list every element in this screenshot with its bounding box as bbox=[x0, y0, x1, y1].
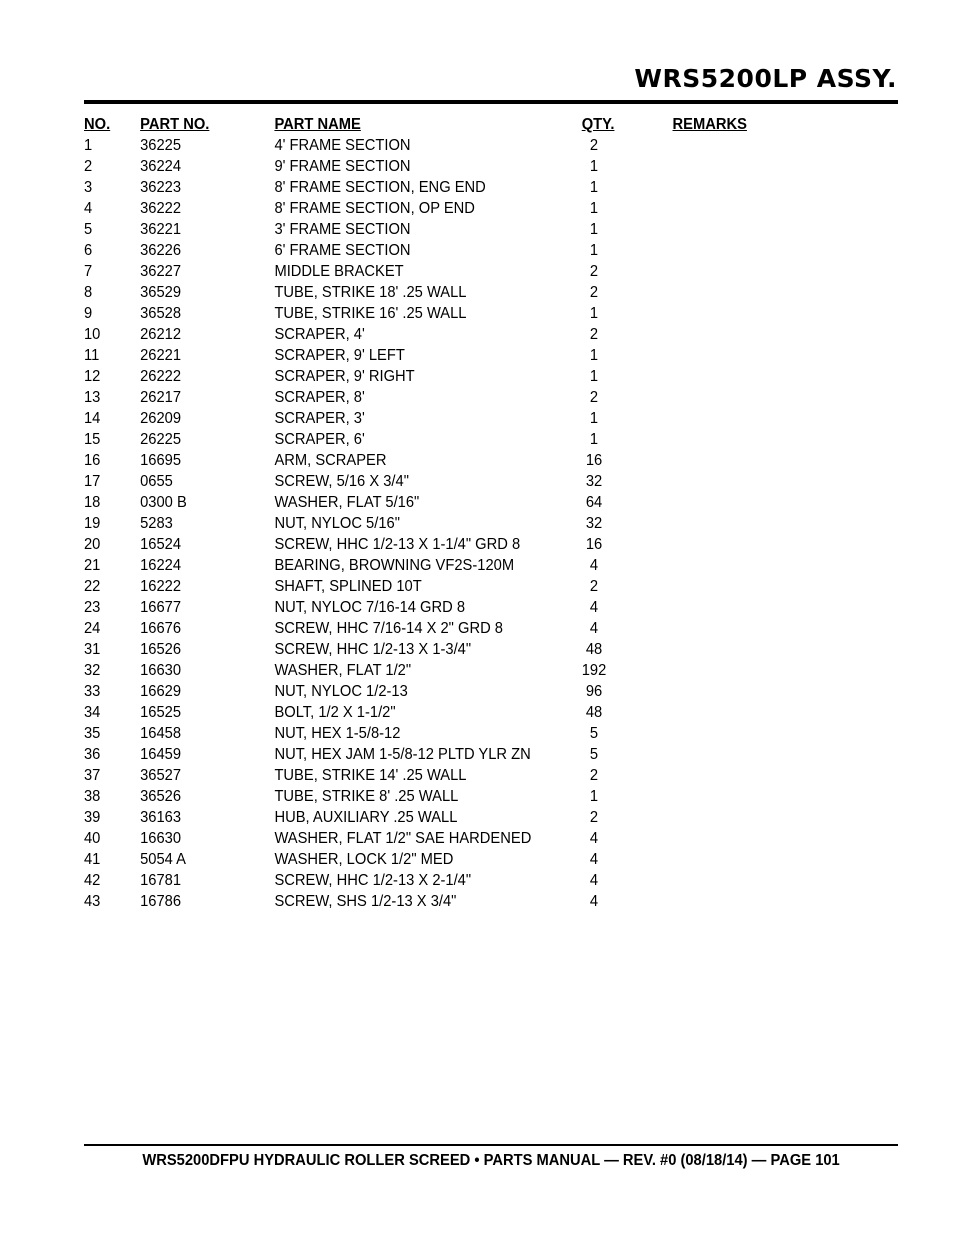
table-row bbox=[84, 408, 783, 429]
cell-no: 34 bbox=[84, 704, 101, 721]
cell-qty: 2 bbox=[589, 137, 599, 154]
cell-remarks bbox=[673, 450, 783, 471]
footer-divider bbox=[84, 1144, 898, 1146]
cell-remarks bbox=[673, 618, 783, 639]
cell-qty: 4 bbox=[589, 620, 599, 637]
cell-part-no: 16222 bbox=[140, 578, 182, 595]
cell-remarks bbox=[673, 429, 783, 450]
cell-qty: 2 bbox=[589, 767, 599, 784]
cell-no: 18 bbox=[84, 494, 101, 511]
cell-qty: 2 bbox=[589, 284, 599, 301]
column-header-part-name: PART NAME bbox=[274, 116, 361, 133]
title-divider bbox=[84, 100, 898, 104]
cell-remarks bbox=[673, 576, 783, 597]
table-row bbox=[84, 744, 783, 765]
table-row bbox=[84, 597, 783, 618]
cell-no: 19 bbox=[84, 515, 101, 532]
cell-remarks bbox=[673, 492, 783, 513]
parts-table-body bbox=[84, 135, 783, 912]
cell-part-no: 36223 bbox=[140, 179, 182, 196]
cell-qty: 4 bbox=[589, 872, 599, 889]
cell-qty: 1 bbox=[589, 410, 599, 427]
cell-no: 6 bbox=[84, 242, 93, 259]
table-row bbox=[84, 429, 783, 450]
cell-no: 1 bbox=[84, 137, 93, 154]
cell-no: 21 bbox=[84, 557, 101, 574]
table-row bbox=[84, 219, 783, 240]
cell-part-no: 16629 bbox=[140, 683, 182, 700]
cell-no: 39 bbox=[84, 809, 101, 826]
cell-remarks bbox=[673, 324, 783, 345]
cell-remarks bbox=[673, 513, 783, 534]
cell-no: 36 bbox=[84, 746, 101, 763]
cell-remarks bbox=[673, 702, 783, 723]
cell-part-no: 36528 bbox=[140, 305, 182, 322]
cell-part-no: 26212 bbox=[140, 326, 182, 343]
cell-no: 43 bbox=[84, 893, 101, 910]
cell-remarks bbox=[673, 177, 783, 198]
cell-part-no: 16458 bbox=[140, 725, 182, 742]
cell-qty: 96 bbox=[585, 683, 603, 700]
cell-part-name: WASHER, FLAT 5/16" bbox=[274, 494, 420, 511]
cell-remarks bbox=[673, 660, 783, 681]
cell-remarks bbox=[673, 156, 783, 177]
cell-no: 35 bbox=[84, 725, 101, 742]
table-row bbox=[84, 807, 783, 828]
table-row bbox=[84, 639, 783, 660]
cell-part-no: 16781 bbox=[140, 872, 182, 889]
table-row bbox=[84, 177, 783, 198]
cell-remarks bbox=[673, 345, 783, 366]
cell-remarks bbox=[673, 303, 783, 324]
table-row bbox=[84, 324, 783, 345]
cell-qty: 1 bbox=[589, 179, 599, 196]
table-row bbox=[84, 366, 783, 387]
cell-no: 32 bbox=[84, 662, 101, 679]
table-row bbox=[84, 702, 783, 723]
table-row bbox=[84, 135, 783, 156]
column-header-part-no: PART NO. bbox=[140, 116, 210, 133]
cell-part-name: 6' FRAME SECTION bbox=[274, 242, 411, 259]
table-row bbox=[84, 303, 783, 324]
cell-part-no: 36526 bbox=[140, 788, 182, 805]
cell-part-no: 26222 bbox=[140, 368, 182, 385]
cell-remarks bbox=[673, 870, 783, 891]
table-row bbox=[84, 786, 783, 807]
column-header-remarks: REMARKS bbox=[672, 116, 747, 133]
table-row bbox=[84, 723, 783, 744]
cell-part-name: TUBE, STRIKE 16' .25 WALL bbox=[274, 305, 467, 322]
cell-no: 40 bbox=[84, 830, 101, 847]
cell-part-no: 16459 bbox=[140, 746, 182, 763]
cell-qty: 192 bbox=[581, 662, 607, 679]
table-header-row bbox=[84, 114, 783, 135]
cell-part-name: SCRAPER, 6' bbox=[274, 431, 365, 448]
cell-no: 13 bbox=[84, 389, 101, 406]
table-row bbox=[84, 891, 783, 912]
cell-no: 33 bbox=[84, 683, 101, 700]
cell-no: 14 bbox=[84, 410, 101, 427]
table-row bbox=[84, 513, 783, 534]
cell-part-no: 16224 bbox=[140, 557, 182, 574]
footer-text: WRS5200DFPU HYDRAULIC ROLLER SCREED • PARTS MANUAL — REV. #0 (08/18/14) — PAGE 101 bbox=[142, 1152, 840, 1169]
cell-part-name: 3' FRAME SECTION bbox=[274, 221, 411, 238]
cell-qty: 1 bbox=[589, 347, 599, 364]
cell-part-name: 8' FRAME SECTION, OP END bbox=[274, 200, 475, 217]
cell-no: 23 bbox=[84, 599, 101, 616]
cell-remarks bbox=[673, 849, 783, 870]
table-row bbox=[84, 471, 783, 492]
cell-qty: 4 bbox=[589, 830, 599, 847]
cell-part-name: WASHER, FLAT 1/2" SAE HARDENED bbox=[274, 830, 532, 847]
cell-part-name: MIDDLE BRACKET bbox=[274, 263, 404, 280]
cell-no: 37 bbox=[84, 767, 101, 784]
cell-part-no: 36527 bbox=[140, 767, 182, 784]
cell-part-no: 5054 A bbox=[140, 851, 186, 868]
cell-part-name: SCRAPER, 9' RIGHT bbox=[274, 368, 415, 385]
cell-remarks bbox=[673, 387, 783, 408]
cell-remarks bbox=[673, 219, 783, 240]
cell-remarks bbox=[673, 135, 783, 156]
table-row bbox=[84, 576, 783, 597]
cell-part-no: 0655 bbox=[140, 473, 173, 490]
cell-no: 16 bbox=[84, 452, 101, 469]
cell-qty: 1 bbox=[589, 368, 599, 385]
cell-part-no: 16526 bbox=[140, 641, 182, 658]
cell-no: 7 bbox=[84, 263, 93, 280]
cell-part-name: SCREW, SHS 1/2-13 X 3/4" bbox=[274, 893, 457, 910]
cell-part-name: SCREW, 5/16 X 3/4" bbox=[274, 473, 409, 490]
table-row bbox=[84, 387, 783, 408]
cell-qty: 2 bbox=[589, 578, 599, 595]
cell-qty: 1 bbox=[589, 158, 599, 175]
cell-part-no: 36529 bbox=[140, 284, 182, 301]
cell-part-name: BOLT, 1/2 X 1-1/2" bbox=[274, 704, 396, 721]
cell-qty: 5 bbox=[589, 746, 599, 763]
cell-part-name: SCREW, HHC 1/2-13 X 1-3/4" bbox=[274, 641, 472, 658]
cell-part-no: 36221 bbox=[140, 221, 182, 238]
cell-qty: 1 bbox=[589, 242, 599, 259]
page-title: WRS5200LP ASSY. bbox=[634, 64, 897, 93]
cell-no: 17 bbox=[84, 473, 101, 490]
table-row bbox=[84, 282, 783, 303]
cell-qty: 2 bbox=[589, 263, 599, 280]
cell-remarks bbox=[673, 828, 783, 849]
cell-part-name: TUBE, STRIKE 8' .25 WALL bbox=[274, 788, 459, 805]
cell-part-name: SHAFT, SPLINED 10T bbox=[274, 578, 422, 595]
cell-part-no: 36224 bbox=[140, 158, 182, 175]
cell-part-name: 9' FRAME SECTION bbox=[274, 158, 411, 175]
cell-no: 5 bbox=[84, 221, 93, 238]
cell-no: 3 bbox=[84, 179, 93, 196]
cell-qty: 1 bbox=[589, 431, 599, 448]
column-header-no: NO. bbox=[84, 116, 111, 133]
cell-no: 31 bbox=[84, 641, 101, 658]
cell-remarks bbox=[673, 639, 783, 660]
cell-part-name: TUBE, STRIKE 18' .25 WALL bbox=[274, 284, 467, 301]
cell-part-no: 16786 bbox=[140, 893, 182, 910]
cell-qty: 4 bbox=[589, 851, 599, 868]
cell-part-name: TUBE, STRIKE 14' .25 WALL bbox=[274, 767, 467, 784]
cell-part-no: 26225 bbox=[140, 431, 182, 448]
cell-part-name: NUT, HEX JAM 1-5/8-12 PLTD YLR ZN bbox=[274, 746, 531, 763]
cell-remarks bbox=[673, 723, 783, 744]
table-row bbox=[84, 261, 783, 282]
cell-part-no: 36163 bbox=[140, 809, 182, 826]
cell-qty: 1 bbox=[589, 221, 599, 238]
cell-remarks bbox=[673, 555, 783, 576]
cell-no: 11 bbox=[84, 347, 100, 364]
cell-remarks bbox=[673, 366, 783, 387]
cell-part-no: 16677 bbox=[140, 599, 182, 616]
table-row bbox=[84, 492, 783, 513]
cell-no: 10 bbox=[84, 326, 101, 343]
cell-no: 8 bbox=[84, 284, 93, 301]
cell-no: 42 bbox=[84, 872, 101, 889]
cell-qty: 4 bbox=[589, 557, 599, 574]
table-row bbox=[84, 849, 783, 870]
cell-part-name: SCREW, HHC 1/2-13 X 2-1/4" bbox=[274, 872, 472, 889]
table-row bbox=[84, 765, 783, 786]
cell-part-name: SCRAPER, 8' bbox=[274, 389, 365, 406]
cell-part-no: 36222 bbox=[140, 200, 182, 217]
parts-list-table bbox=[84, 114, 783, 912]
cell-remarks bbox=[673, 261, 783, 282]
cell-no: 2 bbox=[84, 158, 93, 175]
cell-remarks bbox=[673, 786, 783, 807]
cell-remarks bbox=[673, 408, 783, 429]
cell-remarks bbox=[673, 597, 783, 618]
table-row bbox=[84, 198, 783, 219]
cell-part-no: 5283 bbox=[140, 515, 173, 532]
cell-part-no: 16630 bbox=[140, 830, 182, 847]
cell-remarks bbox=[673, 681, 783, 702]
table-row bbox=[84, 156, 783, 177]
table-row bbox=[84, 345, 783, 366]
cell-part-no: 26221 bbox=[140, 347, 182, 364]
cell-part-name: 8' FRAME SECTION, ENG END bbox=[274, 179, 486, 196]
column-header-qty: QTY. bbox=[581, 116, 615, 133]
cell-no: 41 bbox=[84, 851, 101, 868]
table-row bbox=[84, 828, 783, 849]
cell-no: 22 bbox=[84, 578, 101, 595]
cell-no: 15 bbox=[84, 431, 101, 448]
cell-remarks bbox=[673, 471, 783, 492]
cell-part-no: 36227 bbox=[140, 263, 182, 280]
cell-qty: 4 bbox=[589, 893, 599, 910]
cell-remarks bbox=[673, 240, 783, 261]
cell-part-no: 16525 bbox=[140, 704, 182, 721]
cell-qty: 1 bbox=[589, 788, 599, 805]
cell-qty: 32 bbox=[585, 473, 603, 490]
cell-part-name: NUT, NYLOC 7/16-14 GRD 8 bbox=[274, 599, 466, 616]
cell-qty: 48 bbox=[585, 641, 603, 658]
cell-qty: 64 bbox=[585, 494, 603, 511]
cell-part-no: 36225 bbox=[140, 137, 182, 154]
table-row bbox=[84, 681, 783, 702]
table-row bbox=[84, 618, 783, 639]
table-row bbox=[84, 870, 783, 891]
cell-qty: 2 bbox=[589, 389, 599, 406]
cell-part-no: 26217 bbox=[140, 389, 182, 406]
cell-qty: 2 bbox=[589, 326, 599, 343]
cell-part-name: WASHER, LOCK 1/2" MED bbox=[274, 851, 454, 868]
cell-part-name: NUT, NYLOC 5/16" bbox=[274, 515, 400, 532]
cell-part-name: SCREW, HHC 7/16-14 X 2" GRD 8 bbox=[274, 620, 503, 637]
cell-no: 24 bbox=[84, 620, 101, 637]
cell-remarks bbox=[673, 807, 783, 828]
cell-no: 20 bbox=[84, 536, 101, 553]
cell-part-no: 16695 bbox=[140, 452, 182, 469]
cell-remarks bbox=[673, 744, 783, 765]
cell-part-no: 36226 bbox=[140, 242, 182, 259]
cell-no: 38 bbox=[84, 788, 101, 805]
page-footer bbox=[84, 1152, 898, 1170]
cell-part-no: 0300 B bbox=[140, 494, 187, 511]
cell-part-name: NUT, NYLOC 1/2-13 bbox=[274, 683, 408, 700]
cell-qty: 16 bbox=[585, 536, 603, 553]
cell-remarks bbox=[673, 765, 783, 786]
cell-part-no: 16630 bbox=[140, 662, 182, 679]
cell-part-name: SCRAPER, 4' bbox=[274, 326, 365, 343]
cell-part-name: BEARING, BROWNING VF2S-120M bbox=[274, 557, 515, 574]
cell-part-name: SCRAPER, 9' LEFT bbox=[274, 347, 405, 364]
table-row bbox=[84, 660, 783, 681]
cell-part-name: HUB, AUXILIARY .25 WALL bbox=[274, 809, 458, 826]
cell-qty: 4 bbox=[589, 599, 599, 616]
cell-remarks bbox=[673, 534, 783, 555]
table-row bbox=[84, 534, 783, 555]
cell-part-name: SCREW, HHC 1/2-13 X 1-1/4" GRD 8 bbox=[274, 536, 521, 553]
cell-qty: 32 bbox=[585, 515, 603, 532]
cell-qty: 1 bbox=[589, 305, 599, 322]
cell-part-name: WASHER, FLAT 1/2" bbox=[274, 662, 412, 679]
cell-qty: 2 bbox=[589, 809, 599, 826]
cell-no: 4 bbox=[84, 200, 93, 217]
table-row bbox=[84, 555, 783, 576]
cell-qty: 1 bbox=[589, 200, 599, 217]
cell-qty: 5 bbox=[589, 725, 599, 742]
cell-part-name: NUT, HEX 1-5/8-12 bbox=[274, 725, 401, 742]
cell-part-no: 26209 bbox=[140, 410, 182, 427]
cell-qty: 16 bbox=[585, 452, 603, 469]
cell-part-no: 16524 bbox=[140, 536, 182, 553]
table-row bbox=[84, 450, 783, 471]
cell-part-no: 16676 bbox=[140, 620, 182, 637]
cell-remarks bbox=[673, 282, 783, 303]
cell-remarks bbox=[673, 198, 783, 219]
cell-part-name: ARM, SCRAPER bbox=[274, 452, 387, 469]
cell-part-name: SCRAPER, 3' bbox=[274, 410, 365, 427]
cell-no: 9 bbox=[84, 305, 93, 322]
cell-qty: 48 bbox=[585, 704, 603, 721]
cell-remarks bbox=[673, 891, 783, 912]
cell-no: 12 bbox=[84, 368, 101, 385]
table-row bbox=[84, 240, 783, 261]
cell-part-name: 4' FRAME SECTION bbox=[274, 137, 411, 154]
